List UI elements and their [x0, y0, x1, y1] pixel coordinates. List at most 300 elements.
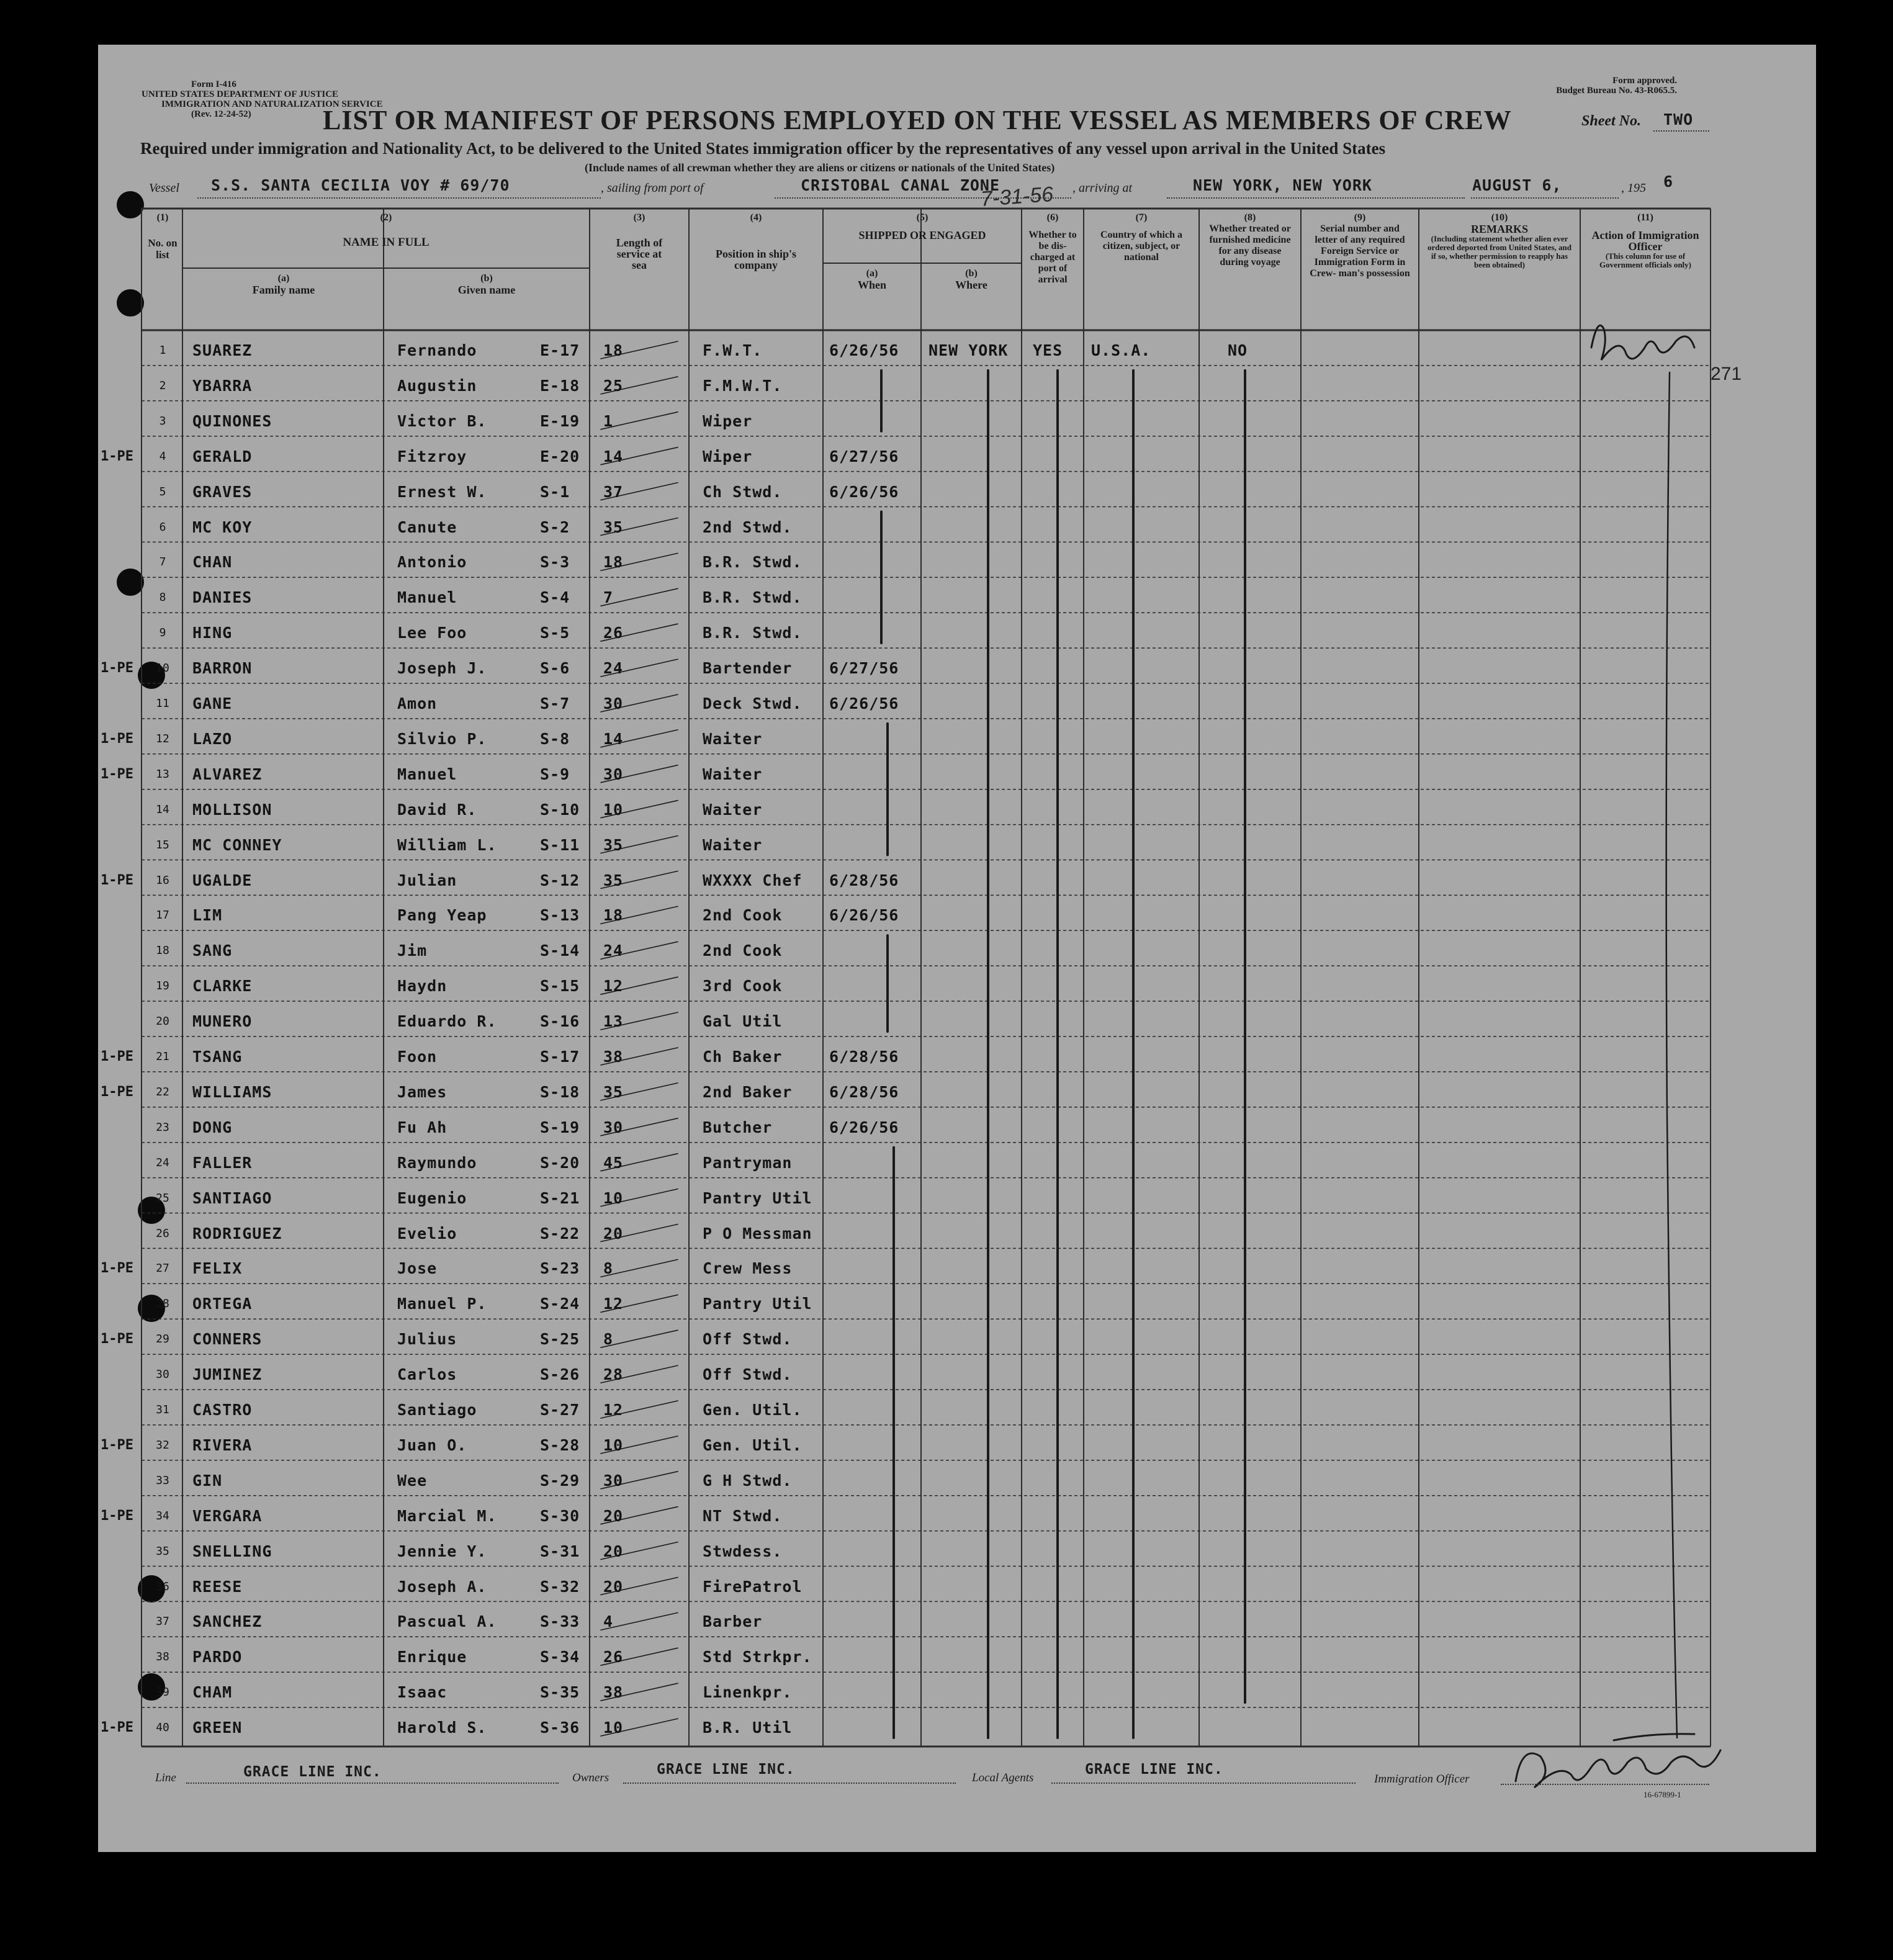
position: Ch Baker — [703, 1048, 783, 1066]
service-length: 30 — [603, 695, 624, 713]
row-number: 6 — [159, 520, 166, 534]
position: FirePatrol — [703, 1577, 803, 1596]
crew-code: S-3 — [540, 553, 570, 572]
family-name: DANIES — [192, 588, 253, 607]
crew-code: S-28 — [540, 1436, 580, 1454]
service-length: 38 — [603, 1048, 624, 1066]
given-name: Isaac — [397, 1683, 447, 1702]
crew-code: S-4 — [540, 588, 570, 607]
position: Pantry Util — [703, 1295, 812, 1313]
given-name: Joseph A. — [397, 1577, 487, 1596]
given-name: Eugenio — [397, 1189, 467, 1207]
family-name: SUAREZ — [192, 341, 253, 359]
sheet-no-value: TWO — [1663, 110, 1694, 128]
treated: NO — [1228, 341, 1248, 359]
crew-code: S-27 — [540, 1401, 580, 1419]
col5-header: (5) SHIPPED OR ENGAGED — [858, 212, 986, 241]
crew-code: S-15 — [540, 977, 580, 996]
row-number: 11 — [156, 697, 169, 710]
position: Off Stwd. — [703, 1330, 793, 1349]
pe-marker: 1-PE — [101, 1437, 133, 1453]
pe-marker: 1-PE — [101, 1508, 133, 1524]
footer-line-label: Line — [155, 1771, 176, 1784]
given-name: Fernando — [397, 341, 477, 359]
form-revision: (Rev. 12-24-52) — [191, 109, 251, 119]
shipped-when: 6/28/56 — [829, 1048, 899, 1066]
family-name: LIM — [192, 906, 223, 925]
given-name: Evelio — [397, 1224, 457, 1243]
footer-owners-label: Owners — [572, 1771, 609, 1784]
shipped-when: 6/26/56 — [829, 695, 899, 713]
discharged: YES — [1033, 341, 1063, 359]
footer-line-value: GRACE LINE INC. — [243, 1764, 382, 1780]
row-number: 9 — [159, 626, 166, 640]
row-number: 10 — [156, 662, 169, 675]
shipped-when: 6/27/56 — [829, 659, 899, 678]
pe-marker: 1-PE — [101, 766, 133, 782]
row-number: 2 — [159, 379, 166, 392]
pe-marker: 1-PE — [101, 1720, 133, 1736]
crew-code: S-19 — [540, 1118, 580, 1136]
position: B.R. Stwd. — [703, 553, 803, 572]
crew-code: S-31 — [540, 1542, 580, 1560]
department-name: UNITED STATES DEPARTMENT OF JUSTICE — [142, 89, 339, 99]
row-number: 22 — [156, 1085, 169, 1099]
crew-code: S-10 — [540, 800, 580, 819]
pe-marker: 1-PE — [101, 1084, 133, 1100]
service-length: 35 — [603, 518, 624, 536]
punch-hole — [117, 569, 144, 596]
col5a-header: (a) When — [857, 268, 886, 291]
position: G H Stwd. — [703, 1471, 793, 1490]
crew-code: S-16 — [540, 1012, 580, 1031]
manifest-sheet — [98, 45, 1816, 1852]
form-number: Form I-416 — [191, 79, 236, 89]
service-length: 20 — [603, 1224, 624, 1243]
family-name: SANG — [192, 942, 233, 960]
given-name: Enrique — [397, 1648, 467, 1666]
pe-marker: 1-PE — [101, 448, 133, 464]
family-name: REESE — [192, 1577, 243, 1596]
family-name: CLARKE — [192, 977, 253, 996]
position: 2nd Cook — [703, 942, 783, 960]
row-number: 16 — [156, 873, 169, 887]
crew-code: S-29 — [540, 1471, 580, 1490]
year-prefix: , 195 — [1621, 181, 1646, 195]
crew-code: S-17 — [540, 1048, 580, 1066]
position: B.R. Stwd. — [703, 624, 803, 642]
given-name: Fu Ah — [397, 1118, 447, 1136]
row-number: 15 — [156, 838, 169, 852]
given-name: David R. — [397, 800, 477, 819]
service-length: 4 — [603, 1612, 614, 1631]
position: Deck Stwd. — [703, 695, 803, 713]
row-number: 17 — [156, 909, 169, 922]
page-title: LIST OR MANIFEST OF PERSONS EMPLOYED ON THE VESSEL AS MEMBERS OF CREW — [323, 105, 1512, 135]
position: 3rd Cook — [703, 977, 783, 996]
footer-owners-value: GRACE LINE INC. — [657, 1761, 795, 1778]
service-length: 35 — [603, 871, 624, 889]
shipped-when: 6/28/56 — [829, 1082, 899, 1101]
family-name: RODRIGUEZ — [192, 1224, 282, 1243]
col3-header: (3) Length of service at sea — [616, 212, 663, 271]
family-name: GRAVES — [192, 482, 253, 501]
position: 2nd Baker — [703, 1082, 793, 1101]
crew-code: E-17 — [540, 341, 580, 359]
family-name: GANE — [192, 695, 233, 713]
service-length: 24 — [603, 659, 624, 678]
service-length: 38 — [603, 1683, 624, 1702]
subtitle: Required under immigration and Nationality Act, to be delivered to the United States immigration officer by the representatives of any vessel upon arrival in the United States — [140, 139, 1386, 158]
service-length: 10 — [603, 800, 624, 819]
col5b-header: (b) Where — [955, 268, 987, 291]
family-name: UGALDE — [192, 871, 253, 889]
crew-code: E-19 — [540, 411, 580, 430]
service-length: 37 — [603, 482, 624, 501]
position: Gen. Util. — [703, 1401, 803, 1419]
crew-code: S-7 — [540, 695, 570, 713]
given-name: Harold S. — [397, 1719, 487, 1737]
given-name: Fitzroy — [397, 447, 467, 465]
service-length: 25 — [603, 376, 624, 395]
family-name: MUNERO — [192, 1012, 253, 1031]
service-length: 30 — [603, 1471, 624, 1490]
family-name: QUINONES — [192, 411, 272, 430]
family-name: CHAM — [192, 1683, 233, 1702]
row-number: 31 — [156, 1403, 169, 1416]
row-number: 25 — [156, 1191, 169, 1205]
service-length: 10 — [603, 1719, 624, 1737]
arrival-date: AUGUST 6, — [1472, 176, 1562, 194]
family-name: JUMINEZ — [192, 1365, 263, 1384]
given-name: Pang Yeap — [397, 906, 487, 925]
row-number: 38 — [156, 1650, 169, 1664]
given-name: Manuel P. — [397, 1295, 487, 1313]
family-name: CHAN — [192, 553, 233, 572]
shipped-when: 6/26/56 — [829, 341, 899, 359]
family-name: TSANG — [192, 1048, 243, 1066]
position: Pantry Util — [703, 1189, 812, 1207]
position: B.R. Util — [703, 1719, 793, 1737]
crew-code: S-26 — [540, 1365, 580, 1384]
position: F.M.W.T. — [703, 376, 783, 395]
given-name: Eduardo R. — [397, 1012, 497, 1031]
given-name: Carlos — [397, 1365, 457, 1384]
service-name: IMMIGRATION AND NATURALIZATION SERVICE — [161, 99, 383, 109]
family-name: GIN — [192, 1471, 223, 1490]
given-name: Lee Foo — [397, 624, 467, 642]
family-name: FALLER — [192, 1153, 253, 1172]
row-number: 5 — [159, 485, 166, 498]
row-number: 8 — [159, 591, 166, 605]
family-name: MC CONNEY — [192, 835, 282, 854]
row-number: 23 — [156, 1120, 169, 1134]
row-number: 7 — [159, 555, 166, 569]
col9-header: (9) Serial number and letter of any required Foreign Service or Immigration Form in Crew- man's possession — [1310, 212, 1410, 279]
crew-code: S-22 — [540, 1224, 580, 1243]
service-length: 12 — [603, 977, 624, 996]
row-number: 34 — [156, 1509, 169, 1522]
given-name: Jennie Y. — [397, 1542, 487, 1560]
row-number: 19 — [156, 979, 169, 993]
given-name: Haydn — [397, 977, 447, 996]
service-length: 35 — [603, 835, 624, 854]
sheet-no-label: Sheet No. — [1581, 113, 1641, 129]
row-number: 26 — [156, 1226, 169, 1240]
family-name: ORTEGA — [192, 1295, 253, 1313]
given-name: Silvio P. — [397, 729, 487, 748]
pe-marker: 1-PE — [101, 731, 133, 747]
shipped-when: 6/27/56 — [829, 447, 899, 465]
col10-header: (10) REMARKS (Including statement whether alien ever ordered deported from United States, and if so, whether permission to reapply has been obtained) — [1427, 212, 1572, 269]
service-length: 35 — [603, 1082, 624, 1101]
pe-marker: 1-PE — [101, 872, 133, 888]
service-length: 14 — [603, 447, 624, 465]
crew-code: S-2 — [540, 518, 570, 536]
position: Crew Mess — [703, 1259, 793, 1278]
position: NT Stwd. — [703, 1506, 783, 1525]
row-number: 13 — [156, 767, 169, 781]
family-name: SNELLING — [192, 1542, 272, 1560]
crew-code: S-30 — [540, 1506, 580, 1525]
crew-code: S-24 — [540, 1295, 580, 1313]
sailing-port: CRISTOBAL CANAL ZONE — [801, 176, 1000, 194]
given-name: Raymundo — [397, 1153, 477, 1172]
position: F.W.T. — [703, 341, 763, 359]
given-name: Jose — [397, 1259, 438, 1278]
service-length: 18 — [603, 341, 624, 359]
pe-marker: 1-PE — [101, 1261, 133, 1277]
service-length: 28 — [603, 1365, 624, 1384]
pe-marker: 1-PE — [101, 1331, 133, 1347]
given-name: Antonio — [397, 553, 467, 572]
row-number: 33 — [156, 1473, 169, 1487]
crew-code: S-14 — [540, 942, 580, 960]
family-name: DONG — [192, 1118, 233, 1136]
given-name: Foon — [397, 1048, 438, 1066]
service-length: 8 — [603, 1259, 614, 1278]
family-name: GREEN — [192, 1719, 243, 1737]
position: Bartender — [703, 659, 793, 678]
position: Gen. Util. — [703, 1436, 803, 1454]
country: U.S.A. — [1091, 341, 1151, 359]
family-name: SANCHEZ — [192, 1612, 263, 1631]
row-number: 4 — [159, 449, 166, 463]
col1-header: (1) No. on list — [148, 212, 178, 261]
given-name: Ernest W. — [397, 482, 487, 501]
vessel-label: Vessel — [149, 181, 179, 195]
crew-code: S-33 — [540, 1612, 580, 1631]
crew-code: S-35 — [540, 1683, 580, 1702]
given-name: William L. — [397, 835, 497, 854]
family-name: GERALD — [192, 447, 253, 465]
position: Butcher — [703, 1118, 773, 1136]
form-print-code: 16-67899-1 — [1643, 1790, 1681, 1799]
service-length: 26 — [603, 1648, 624, 1666]
given-name: Jim — [397, 942, 428, 960]
row-number: 30 — [156, 1368, 169, 1382]
position: Ch Stwd. — [703, 482, 783, 501]
given-name: Amon — [397, 695, 438, 713]
family-name: CASTRO — [192, 1401, 253, 1419]
budget-number: Budget Bureau No. 43-R065.5. — [1556, 86, 1677, 96]
position: Wiper — [703, 411, 753, 430]
family-name: WILLIAMS — [192, 1082, 272, 1101]
row-number: 40 — [156, 1721, 169, 1735]
row-number: 36 — [156, 1580, 169, 1593]
shipped-when: 6/26/56 — [829, 906, 899, 925]
crew-code: S-32 — [540, 1577, 580, 1596]
given-name: Manuel — [397, 588, 457, 607]
crew-code: S-1 — [540, 482, 570, 501]
family-name: LAZO — [192, 729, 233, 748]
service-length: 20 — [603, 1506, 624, 1525]
service-length: 13 — [603, 1012, 624, 1031]
footer-agents-value: GRACE LINE INC. — [1085, 1761, 1223, 1778]
service-length: 10 — [603, 1189, 624, 1207]
service-length: 18 — [603, 553, 624, 572]
position: 2nd Cook — [703, 906, 783, 925]
family-name: CONNERS — [192, 1330, 263, 1349]
crew-code: S-13 — [540, 906, 580, 925]
family-name: FELIX — [192, 1259, 243, 1278]
crew-code: S-11 — [540, 835, 580, 854]
position: Waiter — [703, 729, 763, 748]
position: Waiter — [703, 800, 763, 819]
family-name: MC KOY — [192, 518, 253, 536]
approval-text: Form approved. — [1612, 76, 1677, 86]
position: Wiper — [703, 447, 753, 465]
sailing-label: , sailing from port of — [601, 181, 704, 195]
punch-hole — [117, 289, 144, 317]
crew-code: S-36 — [540, 1719, 580, 1737]
row-number: 3 — [159, 414, 166, 428]
service-length: 7 — [603, 588, 614, 607]
given-name: Victor B. — [397, 411, 487, 430]
row-number: 18 — [156, 944, 169, 958]
given-name: Canute — [397, 518, 457, 536]
family-name: SANTIAGO — [192, 1189, 272, 1207]
service-length: 26 — [603, 624, 624, 642]
crew-code: S-9 — [540, 765, 570, 783]
col8-header: (8) Whether treated or furnished medicine for any disease during voyage — [1209, 212, 1291, 267]
crew-code: E-20 — [540, 447, 580, 465]
pe-marker: 1-PE — [101, 1049, 133, 1064]
footer-officer-label: Immigration Officer — [1374, 1773, 1470, 1786]
crew-code: S-34 — [540, 1648, 580, 1666]
service-length: 20 — [603, 1542, 624, 1560]
position: Off Stwd. — [703, 1365, 793, 1384]
service-length: 12 — [603, 1401, 624, 1419]
row-number: 39 — [156, 1686, 169, 1699]
form-approval — [1556, 76, 1677, 96]
vessel-name: S.S. SANTA CECILIA VOY # 69/70 — [211, 176, 510, 194]
row-number: 35 — [156, 1544, 169, 1558]
service-length: 45 — [603, 1153, 624, 1172]
handwritten-date: 7-31-56 — [979, 182, 1054, 212]
given-name: Joseph J. — [397, 659, 487, 678]
position: Waiter — [703, 835, 763, 854]
service-length: 8 — [603, 1330, 614, 1349]
position: Std Strkpr. — [703, 1648, 812, 1666]
crew-code: S-6 — [540, 659, 570, 678]
position: Waiter — [703, 765, 763, 783]
given-name: Pascual A. — [397, 1612, 497, 1631]
row-number: 27 — [156, 1262, 169, 1275]
service-length: 10 — [603, 1436, 624, 1454]
position: WXXXX Chef — [703, 871, 803, 889]
given-name: Manuel — [397, 765, 457, 783]
row-number: 37 — [156, 1615, 169, 1629]
family-name: YBARRA — [192, 376, 253, 395]
position: Linenkpr. — [703, 1683, 793, 1702]
shipped-when: 6/28/56 — [829, 871, 899, 889]
row-number: 12 — [156, 732, 169, 745]
crew-code: S-18 — [540, 1082, 580, 1101]
given-name: Marcial M. — [397, 1506, 497, 1525]
position: B.R. Stwd. — [703, 588, 803, 607]
given-name: Wee — [397, 1471, 428, 1490]
crew-code: S-8 — [540, 729, 570, 748]
shipped-when: 6/26/56 — [829, 482, 899, 501]
crew-code: S-12 — [540, 871, 580, 889]
crew-code: S-20 — [540, 1153, 580, 1172]
footer-agents-label: Local Agents — [972, 1771, 1034, 1784]
pe-marker: 1-PE — [101, 660, 133, 677]
col4-header: (4) Position in ship's company — [715, 212, 797, 271]
position: P O Messman — [703, 1224, 812, 1243]
punch-hole — [117, 191, 144, 218]
arriving-label: , arriving at — [1072, 181, 1133, 195]
position: Gal Util — [703, 1012, 783, 1031]
position: 2nd Stwd. — [703, 518, 793, 536]
row-number: 21 — [156, 1050, 169, 1063]
service-length: 20 — [603, 1577, 624, 1596]
family-name: ALVAREZ — [192, 765, 263, 783]
given-name: James — [397, 1082, 447, 1101]
row-number: 20 — [156, 1015, 169, 1028]
crew-code: S-23 — [540, 1259, 580, 1278]
crew-code: S-25 — [540, 1330, 580, 1349]
col2-header: (2) NAME IN FULL — [343, 212, 429, 249]
shipped-when: 6/26/56 — [829, 1118, 899, 1136]
row-number: 28 — [156, 1297, 169, 1311]
crew-code: S-21 — [540, 1189, 580, 1207]
family-name: HING — [192, 624, 233, 642]
col11-header: (11) Action of Immigration Officer (This column for use of Government officials only) — [1591, 212, 1699, 269]
family-name: BARRON — [192, 659, 253, 678]
service-length: 14 — [603, 729, 624, 748]
position: Barber — [703, 1612, 763, 1631]
service-length: 18 — [603, 906, 624, 925]
service-length: 30 — [603, 765, 624, 783]
crew-code: S-5 — [540, 624, 570, 642]
service-length: 24 — [603, 942, 624, 960]
family-name: PARDO — [192, 1648, 243, 1666]
given-name: Juan O. — [397, 1436, 467, 1454]
row-number: 1 — [159, 344, 166, 357]
given-name: Julius — [397, 1330, 457, 1349]
row-number: 24 — [156, 1156, 169, 1169]
row-number: 29 — [156, 1333, 169, 1346]
given-name: Julian — [397, 871, 457, 889]
col7-header: (7) Country of which a citizen, subject, or national — [1100, 212, 1182, 263]
arriving-port: NEW YORK, NEW YORK — [1193, 176, 1372, 194]
shipped-where: NEW YORK — [929, 341, 1009, 359]
service-length: 1 — [603, 411, 614, 430]
col6-header: (6) Whether to be dis- charged at port of arrival — [1028, 212, 1077, 285]
service-length: 12 — [603, 1295, 624, 1313]
